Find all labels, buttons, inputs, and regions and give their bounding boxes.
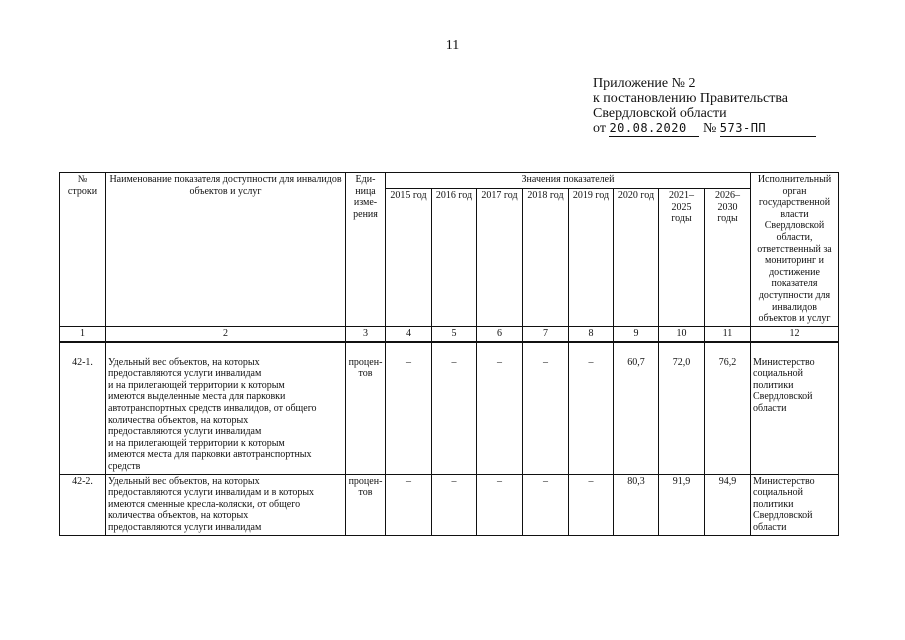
table-row (60, 356, 839, 474)
header-indicator-name: Наименование показателя доступности для инвалидов объектов и услуг (106, 173, 346, 327)
executor-cell: Министерство социальной политики Свердловской области (751, 474, 839, 535)
header-year-2016: 2016 год (432, 189, 477, 327)
header-year-2018: 2018 год (523, 189, 569, 327)
number-label: № (702, 121, 717, 136)
value-2026-2030: 76,2 (705, 356, 751, 474)
value-2015: – (386, 474, 432, 535)
page-number: 11 (445, 38, 460, 53)
appendix-title: Приложение № 2 (593, 76, 696, 91)
indicator-name: Удельный вес объектов, на которых предоставляются услуги инвалидам и в которых имеются сменные кресла-коляски, от общего количества объектов, на которых предоставляются услуги инвалидам (106, 474, 346, 535)
row-no: 42-1. (60, 356, 106, 474)
value-2021-2025: 91,9 (659, 474, 705, 535)
column-number: 10 (659, 327, 705, 342)
executor-cell: Министерство социальной политики Свердловской области (751, 356, 839, 474)
value-2020: 80,3 (614, 474, 659, 535)
value-2018: – (523, 474, 569, 535)
appendix-block (593, 76, 816, 137)
column-number: 6 (477, 327, 523, 342)
row-no: 42-2. (60, 474, 106, 535)
header-year-2020: 2020 год (614, 189, 659, 327)
column-number: 5 (432, 327, 477, 342)
column-number: 12 (751, 327, 839, 342)
header-year-2019: 2019 год (569, 189, 614, 327)
appendix-region: Свердловской области (593, 106, 727, 121)
appendix-resolution: к постановлению Правительства (593, 91, 789, 106)
value-2016: – (432, 474, 477, 535)
unit-cell: процен- тов (346, 356, 386, 474)
table-row (60, 474, 839, 535)
header-executor: Исполнительный орган государственной власти Свердловской области, ответственный за мониторинг и достижение показателя доступности для инвалидов объектов и услуг (751, 173, 839, 327)
resolution-date: 20.08.2020 (609, 121, 687, 135)
resolution-number: 573-ПП (719, 121, 767, 135)
value-2017: – (477, 356, 523, 474)
column-number: 9 (614, 327, 659, 342)
from-label: от (593, 121, 606, 136)
value-2019: – (569, 356, 614, 474)
value-2017: – (477, 474, 523, 535)
value-2015: – (386, 356, 432, 474)
value-2021-2025: 72,0 (659, 356, 705, 474)
appendix-date-line (593, 121, 816, 137)
column-number: 7 (523, 327, 569, 342)
unit-cell: процен- тов (346, 474, 386, 535)
indicator-name: Удельный вес объектов, на которых предоставляются услуги инвалидам и на прилегающей территории к которым имеются выделенные места для парковки автотранспортных средств инвалидов, от общего количества объектов, на которых предоставляются услуги инвалидам и на прилегающей территории к которым имеются места для парковки автотранспортных средств (106, 356, 346, 474)
header-year-2015: 2015 год (386, 189, 432, 327)
header-unit: Еди-ница изме-рения (346, 173, 386, 327)
column-number: 2 (106, 327, 346, 342)
header-row-no: № строки (60, 173, 106, 327)
column-number: 8 (569, 327, 614, 342)
value-2026-2030: 94,9 (705, 474, 751, 535)
column-number: 1 (60, 327, 106, 342)
column-number: 11 (705, 327, 751, 342)
value-2018: – (523, 356, 569, 474)
header-year-2017: 2017 год (477, 189, 523, 327)
header-years-2026-2030: 2026–2030 годы (705, 189, 751, 327)
value-2019: – (569, 474, 614, 535)
value-2016: – (432, 356, 477, 474)
value-2020: 60,7 (614, 356, 659, 474)
header-values-group: Значения показателей (386, 173, 751, 189)
column-number: 4 (386, 327, 432, 342)
header-years-2021-2025: 2021–2025 годы (659, 189, 705, 327)
indicators-table (59, 172, 839, 536)
column-number: 3 (346, 327, 386, 342)
